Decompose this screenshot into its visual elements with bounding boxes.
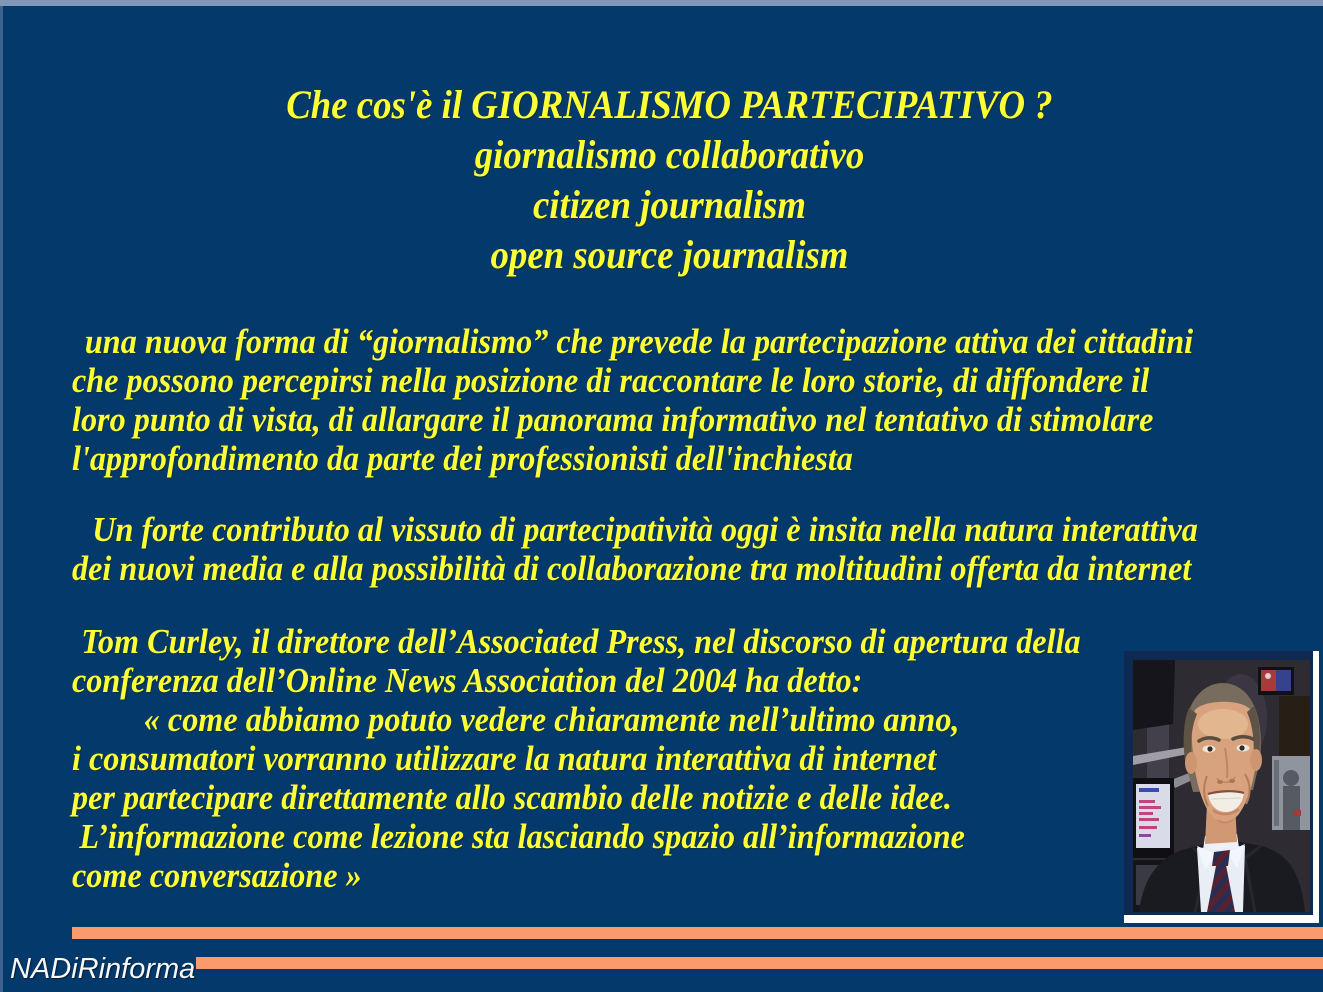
text-line: Tom Curley, il direttore dell’Associated Press, nel discorso di apertura della — [81, 622, 1081, 661]
tom-curley-photo — [1124, 651, 1313, 915]
accent-bar-top — [72, 927, 1323, 939]
photo-mat — [1124, 651, 1319, 923]
paragraph-definition — [72, 322, 1323, 478]
footer-brand: NADiRinforma — [10, 953, 196, 985]
text-line: « come abbiamo potuto vedere chiaramente nell’ultimo anno, — [143, 700, 960, 739]
text-line: che possono percepirsi nella posizione di raccontare le loro storie, di diffondere il — [72, 361, 1150, 400]
title-line-3: citizen journalism — [532, 182, 806, 227]
slide-top-border — [0, 0, 1323, 6]
text-line: come conversazione » — [72, 856, 362, 895]
title-line-4: open source journalism — [490, 232, 849, 277]
text-line: dei nuovi media e alla possibilità di collaborazione tra moltitudini offerta da internet — [72, 549, 1192, 588]
text-line: conferenza dell’Online News Association del 2004 ha detto: — [72, 661, 863, 700]
accent-bar-bottom — [196, 957, 1323, 969]
text-line: i consumatori vorranno utilizzare la natura interattiva di internet — [72, 739, 937, 778]
portrait-illustration — [1133, 660, 1310, 912]
text-line: Un forte contributo al vissuto di partecipatività oggi è insita nella natura interattiva — [92, 510, 1198, 549]
title-block — [8, 80, 1323, 280]
text-line: l'approfondimento da parte dei professionisti dell'inchiesta — [72, 439, 853, 478]
text-line: una nuova forma di “giornalismo” che prevede la partecipazione attiva dei cittadini — [84, 322, 1194, 361]
slide-left-border — [0, 6, 3, 992]
paragraph-contribution — [72, 510, 1323, 588]
text-line: loro punto di vista, di allargare il panorama informativo nel tentativo di stimolare — [72, 400, 1154, 439]
text-line: per partecipare direttamente allo scambio delle notizie e delle idee. — [72, 778, 952, 817]
title-line-1: Che cos'è il GIORNALISMO PARTECIPATIVO ? — [286, 82, 1053, 127]
text-line: L’informazione come lezione sta lasciando spazio all’informazione — [79, 817, 965, 856]
title-line-2: giornalismo collaborativo — [474, 132, 865, 177]
